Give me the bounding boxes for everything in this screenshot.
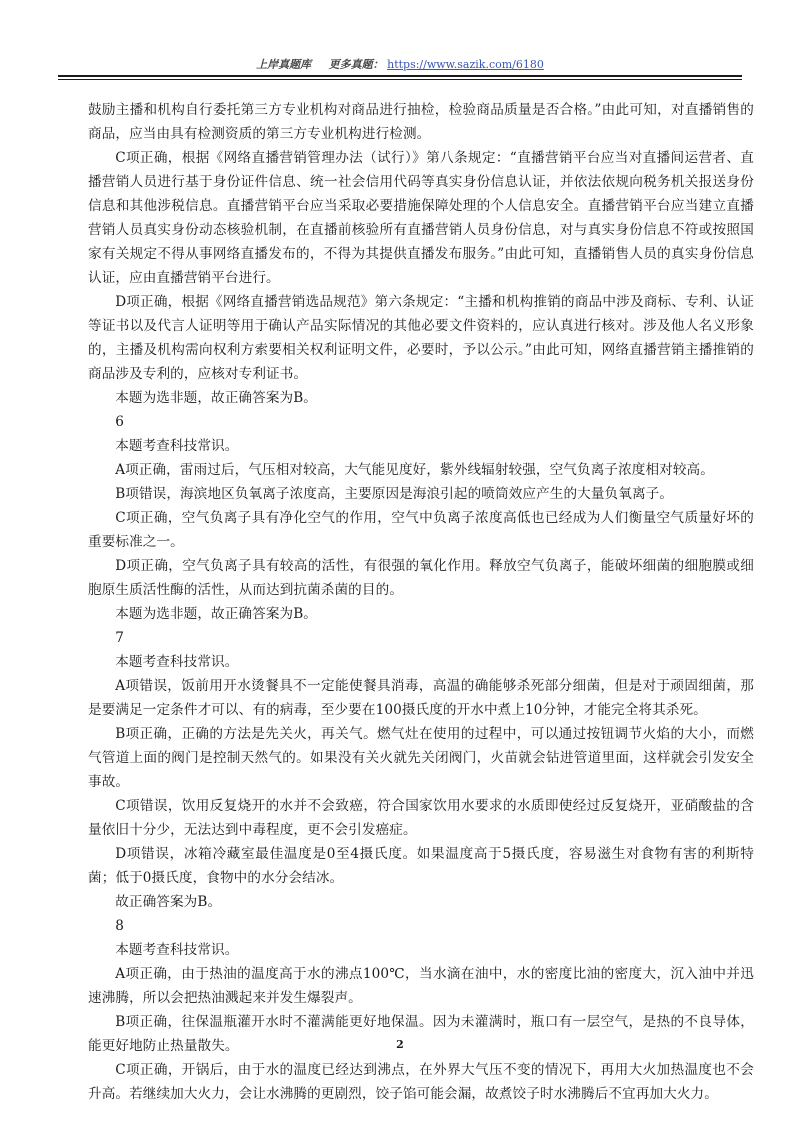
paragraph: B项正确，往保温瓶灌开水时不灌满能更好地保温。因为未灌满时，瓶口有一层空气，是热的不良导体，能更好地防止热量散失。 bbox=[88, 1014, 754, 1054]
paragraph: 8 bbox=[115, 918, 124, 934]
paragraph: 鼓励主播和机构自行委托第三方专业机构对商品进行抽检，检验商品质量是否合格。”由此可知，对直播销售的商品，应当由具有检测资质的第三方专业机构进行检测。 bbox=[88, 102, 754, 142]
paragraph: D项正确，根据《网络直播营销选品规范》第六条规定：“主播和机构推销的商品中涉及商标、专利、认证等证书以及代言人证明等用于确认产品实际情况的其他必要文件资料的，应认真进行核对。涉及他人名义形象的，主播及机构需向权利方索要相关权利证明文件，必要时，予以公示。”由此可知，网络直播营销主播推销的商品涉及专利的，应核对专利证书。 bbox=[88, 294, 754, 382]
paragraph: D项正确，空气负离子具有较高的活性，有很强的氧化作用。释放空气负离子，能破坏细菌的细胞膜或细胞原生质活性酶的活性，从而达到抗菌杀菌的目的。 bbox=[88, 558, 754, 598]
paragraph: 6 bbox=[115, 414, 124, 430]
paragraph: A项正确，由于热油的温度高于水的沸点100℃，当水滴在油中，水的密度比油的密度大，沉入油中并迅速沸腾，所以会把热油溅起来并发生爆裂声。 bbox=[88, 966, 754, 1006]
paragraph: A项错误，饭前用开水烫餐具不一定能使餐具消毒，高温的确能够杀死部分细菌，但是对于顽固细菌，那是要满足一定条件才可以、有的病毒，至少要在100摄氏度的开水中煮上10分钟，才能完全将其杀死。 bbox=[88, 678, 754, 718]
paragraph: 7 bbox=[115, 630, 124, 646]
paragraph: C项正确，空气负离子具有净化空气的作用，空气中负离子浓度高低也已经成为人们衡量空气质量好坏的重要标准之一。 bbox=[88, 510, 754, 550]
paragraph: 本题为选非题，故正确答案为B。 bbox=[115, 606, 317, 622]
paragraph: 本题考查科技常识。 bbox=[115, 438, 239, 454]
paragraph: 故正确答案为B。 bbox=[115, 894, 222, 910]
header-divider-thick bbox=[58, 75, 742, 77]
header-divider-thin bbox=[58, 79, 742, 80]
paragraph: 本题为选非题，故正确答案为B。 bbox=[115, 390, 317, 406]
header-more-label: 更多真题： bbox=[328, 58, 384, 71]
paragraph: 本题考查科技常识。 bbox=[115, 654, 239, 670]
page-header bbox=[0, 56, 800, 72]
paragraph: A项正确，雷雨过后，气压相对较高，大气能见度好，紫外线辐射较强，空气负离子浓度相对较高。 bbox=[115, 462, 714, 478]
header-brand: 上岸真题库 bbox=[256, 58, 312, 71]
paragraph: C项正确，根据《网络直播营销管理办法（试行）》第八条规定：“直播营销平台应当对直播间运营者、直播营销人员进行基于身份证件信息、统一社会信用代码等真实身份信息认证，并依法依规向税务机关报送身份信息和其他涉税信息。直播营销平台应当采取必要措施保障处理的个人信息安全。直播营销平台应当建立直播营销人员真实身份动态核验机制，在直播前核验所有直播营销人员身份信息，对与真实身份信息不符或按照国家有关规定不得从事网络直播发布的，不得为其提供直播发布服务。”由此可知，直播销售人员的真实身份信息认证，应由直播营销平台进行。 bbox=[88, 150, 754, 286]
paragraph: B项正确，正确的方法是先关火，再关气。燃气灶在使用的过程中，可以通过按钮调节火焰的大小，而燃气管道上面的阀门是控制天然气的。如果没有关火就先关闭阀门，火苗就会钻进管道里面，这样就会引发安全事故。 bbox=[88, 726, 754, 790]
paragraph: C项正确，开锅后，由于水的温度已经达到沸点，在外界大气压不变的情况下，再用大火加热温度也不会升高。若继续加大火力，会让水沸腾的更剧烈，饺子馅可能会漏，故煮饺子时水沸腾后不宜再加大火力。 bbox=[88, 1062, 754, 1102]
paragraph: B项错误，海滨地区负氧离子浓度高，主要原因是海浪引起的喷筒效应产生的大量负氧离子。 bbox=[115, 486, 674, 502]
paragraph: C项错误，饮用反复烧开的水并不会致癌，符合国家饮用水要求的水质即使经过反复烧开，亚硝酸盐的含量依旧十分少，无法达到中毒程度，更不会引发癌症。 bbox=[88, 798, 754, 838]
document-body bbox=[88, 98, 754, 1106]
paragraph: 本题考查科技常识。 bbox=[115, 942, 239, 958]
page-number: 2 bbox=[396, 1038, 404, 1051]
header-url-link[interactable]: https://www.sazik.com/6180 bbox=[387, 58, 544, 71]
paragraph: D项错误，冰箱冷藏室最佳温度是0至4摄氏度。如果温度高于5摄氏度，容易滋生对食物有害的利斯特菌；低于0摄氏度，食物中的水分会结冰。 bbox=[88, 846, 754, 886]
